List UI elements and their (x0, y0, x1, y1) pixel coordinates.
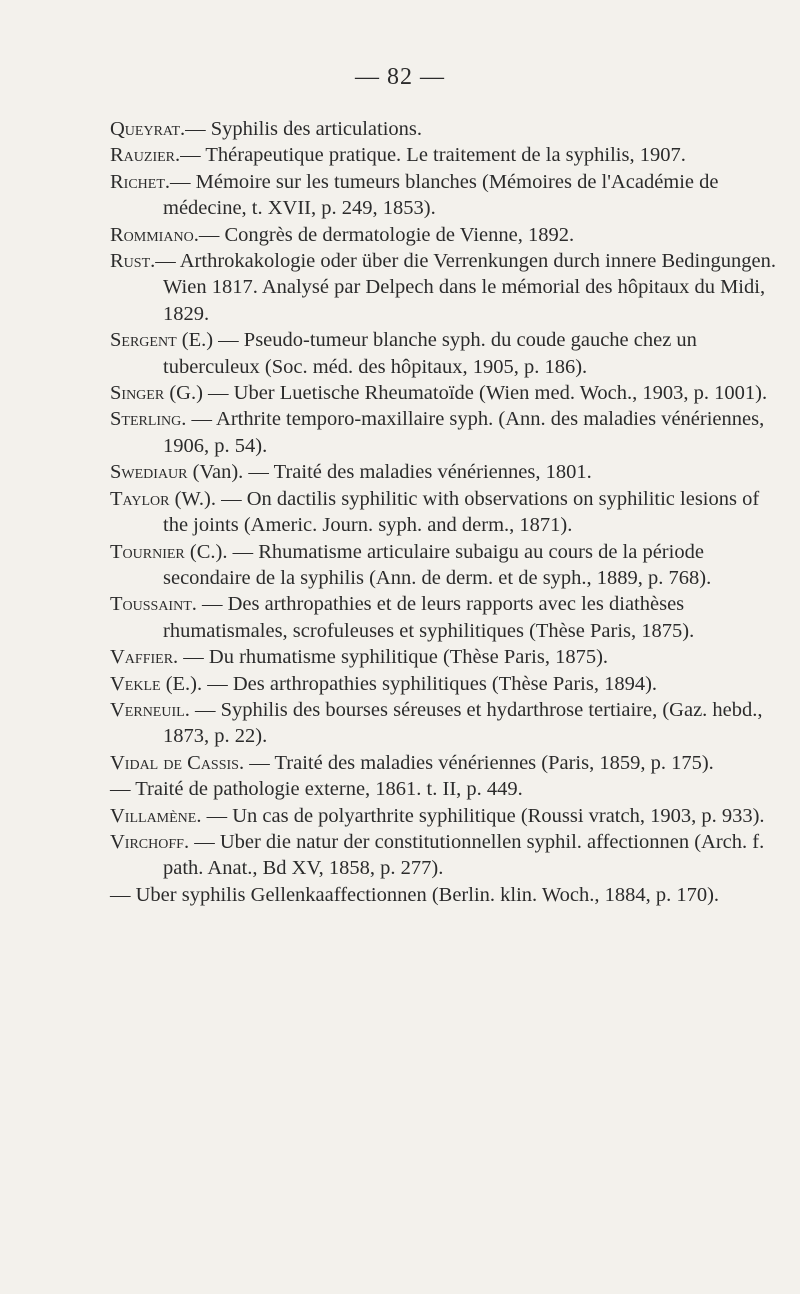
entry-author: Sergent (110, 329, 177, 352)
entry-text: (E.). — Des arthropathies syphilitiques (Thèse Paris, 1894). (160, 672, 658, 695)
entry-text: .— Thérapeutique pratique. Le traitement de la syphilis, 1907. (175, 144, 686, 167)
entry-text: (C.). — Rhumatisme articulaire subaigu au cours de la période secondaire de la syphilis (Ann. de derm. et de syph., 1889, p. 768). (163, 540, 712, 589)
bibliography-entry (110, 169, 782, 222)
entry-text: — Uber syphilis Gellenkaaffectionnen (Berlin. klin. Woch., 1884, p. 170). (110, 883, 720, 906)
entry-text: — Traité de pathologie externe, 1861. t. II, p. 449. (110, 778, 523, 801)
entry-text: (E.) — Pseudo-tumeur blanche syph. du coude gauche chez un tuberculeux (Soc. méd. des hôpitaux, 1905, p. 186). (163, 329, 697, 378)
entry-author: Verneuil (110, 698, 185, 721)
bibliography-entry (110, 222, 782, 248)
page-number: — 82 — (355, 64, 445, 90)
entry-author: Vaffier (110, 646, 174, 669)
entry-text: (W.). — On dactilis syphilitic with observations on syphilitic lesions of the joints (Americ. Journ. syph. and derm., 1871). (163, 487, 760, 537)
bibliography-list (110, 116, 782, 908)
entry-author: Vekle (110, 672, 161, 695)
bibliography-entry (110, 248, 782, 327)
entry-text: .— Syphilis des articulations. (180, 118, 423, 140)
bibliography-entry (110, 644, 782, 670)
entry-author: Singer (110, 382, 165, 405)
entry-text: .— Mémoire sur les tumeurs blanches (Mémoires de l'Académie de médecine, t. XVII, p. 249, 1853). (163, 170, 719, 220)
entry-text: (G.) — Uber Luetische Rheumatoïde (Wien med. Woch., 1903, p. 1001). (164, 382, 768, 405)
bibliography-entry (110, 486, 782, 539)
entry-author: Taylor (110, 487, 170, 510)
entry-text: . — Du rhumatisme syphilitique (Thèse Paris, 1875). (173, 646, 609, 669)
entry-text: . — Traité des maladies vénériennes (Paris, 1859, p. 175). (238, 751, 714, 774)
entry-author: Rauzier (110, 144, 175, 167)
bibliography-entry (110, 829, 782, 882)
entry-text: . — Arthrite temporo-maxillaire syph. (Ann. des maladies vénériennes, 1906, p. 54). (163, 408, 765, 457)
bibliography-entry (110, 776, 782, 802)
entry-author: Toussaint (110, 593, 192, 616)
entry-author: Richet (110, 170, 165, 193)
bibliography-entry (110, 406, 782, 459)
bibliography-entry (110, 882, 782, 908)
entry-author: Queyrat (110, 118, 181, 140)
entry-text: (Van). — Traité des maladies vénériennes, 1801. (187, 461, 592, 484)
bibliography-entry (110, 697, 782, 750)
bibliography-entry (110, 142, 782, 168)
entry-author: Virchoff (110, 830, 184, 853)
bibliography-entry (110, 380, 782, 406)
entry-author: Sterling (110, 408, 182, 431)
bibliography-entry (110, 459, 782, 485)
bibliography-entry (110, 803, 782, 829)
entry-author: Swediaur (110, 461, 188, 484)
entry-text: . — Syphilis des bourses séreuses et hydarthrose tertiaire, (Gaz. hebd., 1873, p. 22). (163, 698, 763, 748)
bibliography-entry (110, 671, 782, 697)
entry-text: . — Uber die natur der constitutionnellen syphil. affectionnen (Arch. f. path. Anat., Bd XV, 1858, p. 277). (163, 830, 765, 880)
entry-author: Vidal de Cassis (110, 751, 239, 774)
entry-author: Rommiano (110, 223, 194, 246)
bibliography-entry (110, 327, 782, 380)
bibliography-entry (110, 750, 782, 776)
entry-author: Rust (110, 250, 151, 273)
entry-author: Villamène (110, 804, 197, 827)
entry-text: . — Un cas de polyarthrite syphilitique (Roussi vratch, 1903, p. 933). (196, 804, 765, 827)
bibliography-entry (110, 539, 782, 592)
entry-text: .— Arthrokakologie oder über die Verrenkungen durch innere Bedingungen. Wien 1817. Analysé par Delpech dans le mémorial des hôpitaux du Midi, 1829. (150, 250, 776, 325)
entry-text: .— Congrès de dermatologie de Vienne, 1892. (193, 223, 575, 246)
entry-author: Tournier (110, 540, 185, 563)
entry-text: . — Des arthropathies et de leurs rapports avec les diathèses rhumatismales, scrofuleuses et syphilitiques (Thèse Paris, 1875). (163, 593, 695, 642)
bibliography-entry (110, 116, 782, 142)
bibliography-entry (110, 591, 782, 644)
